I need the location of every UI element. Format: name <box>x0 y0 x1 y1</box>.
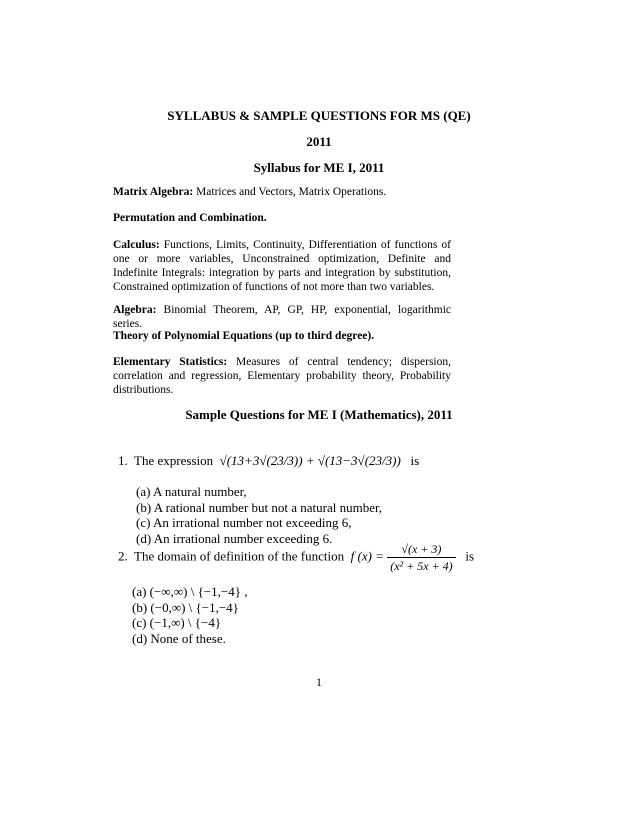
question-1-options <box>136 484 466 546</box>
topic-label: Algebra: <box>113 304 157 316</box>
topic-label: Permutation and Combination. <box>113 212 267 224</box>
syllabus-matrix-algebra <box>113 185 451 199</box>
topic-label: Theory of Polynomial Equations (up to third degree). <box>113 330 375 342</box>
fraction-numerator: √(x + 3) <box>387 541 455 558</box>
option-c: (c) An irrational number not exceeding 6, <box>136 515 352 530</box>
question-prefix: The expression <box>134 453 214 468</box>
syllabus-polynomial <box>113 329 451 343</box>
function-label: f (x) = <box>350 548 384 564</box>
question-number: 2. <box>118 548 128 564</box>
option-d: (d) An irrational number exceeding 6. <box>136 530 333 546</box>
question-prefix: The domain of definition of the function <box>134 548 345 564</box>
sample-questions-heading: Sample Questions for ME I (Mathematics), 2011 <box>185 407 453 422</box>
function-fraction <box>387 541 455 574</box>
document-title: SYLLABUS & SAMPLE QUESTIONS FOR MS (QE) <box>167 108 471 123</box>
option-c: (c) (−1,∞) \ {−4} <box>132 615 222 630</box>
topic-text: Functions, Limits, Continuity, Differentiation of functions of one or more variables, Unconstrained optimization, Definite and Indefinite Integrals: integration by parts and integration by substitution, Constrained optimization of functions of not more than two variables. <box>113 239 451 293</box>
question-2-options <box>132 584 432 646</box>
topic-text: Binomial Theorem, AP, GP, HP, exponential, logarithmic series. <box>113 304 451 330</box>
question-suffix: is <box>410 453 420 468</box>
question-expression: √(13+3√(23/3)) + √(13−3√(23/3)) <box>219 453 401 468</box>
option-b: (b) A rational number but not a natural number, <box>136 499 383 515</box>
topic-label: Calculus: <box>113 239 160 251</box>
page-number: 1 <box>316 675 322 689</box>
option-b: (b) (−0,∞) \ {−1,−4} <box>132 599 239 615</box>
fraction-denominator: (x² + 5x + 4) <box>390 559 453 573</box>
question-2 <box>118 541 475 574</box>
option-d: (d) None of these. <box>132 630 226 646</box>
option-a: (a) A natural number, <box>136 484 247 499</box>
syllabus-calculus <box>113 238 451 294</box>
syllabus-heading: Syllabus for ME I, 2011 <box>253 160 385 175</box>
topic-text: Measures of central tendency; dispersion, correlation and regression, Elementary probability theory, Probability distributions. <box>113 356 451 396</box>
question-number: 1. <box>118 453 128 468</box>
question-1 <box>118 453 498 469</box>
question-suffix: is <box>465 548 475 564</box>
option-a: (a) (−∞,∞) \ {−1,−4} , <box>132 584 248 599</box>
syllabus-permutation <box>113 211 451 225</box>
syllabus-algebra <box>113 303 451 331</box>
syllabus-statistics <box>113 355 451 397</box>
topic-label: Matrix Algebra: <box>113 186 194 198</box>
topic-text: Matrices and Vectors, Matrix Operations. <box>193 186 387 198</box>
topic-label: Elementary Statistics: <box>113 356 228 368</box>
document-year: 2011 <box>306 134 332 149</box>
